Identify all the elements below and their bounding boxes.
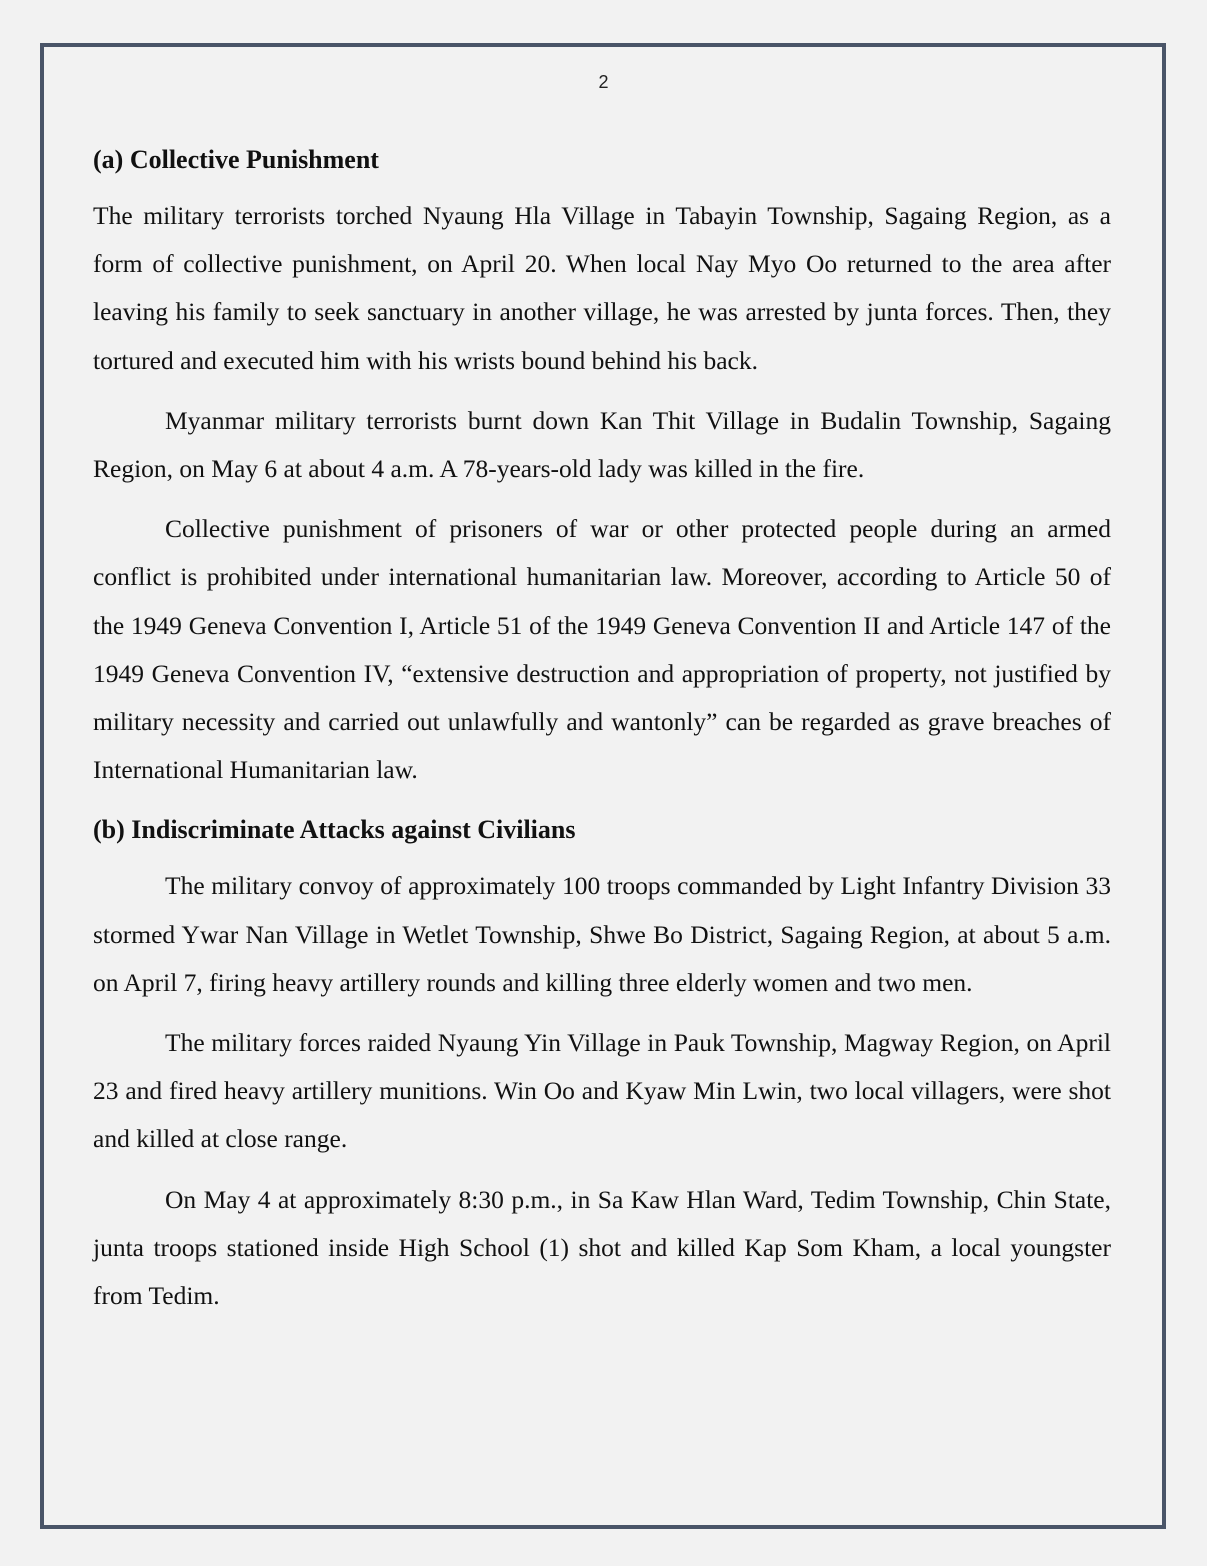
- section-b-heading: (b) Indiscriminate Attacks against Civilians: [93, 815, 576, 845]
- section-a-paragraph-1: The military terrorists torched Nyaung Hla Village in Tabayin Township, Sagaing Region, as a form of collective punishment, on April 20. When local Nay Myo Oo returned to the area after leaving his family to seek sanctuary in another village, he was arrested by junta forces. Then, they tortured and executed him with his wrists bound behind his back.: [93, 201, 1111, 375]
- section-b-paragraph-2: The military forces raided Nyaung Yin Village in Pauk Township, Magway Region, on April 23 and fired heavy artillery munitions. Win Oo and Kyaw Min Lwin, two local villagers, were shot and killed at close range.: [93, 1028, 1111, 1154]
- page-number: 2: [598, 72, 609, 92]
- section-a-paragraph-3: Collective punishment of prisoners of war or other protected people during an armed conflict is prohibited under international humanitarian law. Moreover, according to Article 50 of the 1949 Geneva Convention I, Article 51 of the 1949 Geneva Convention II and Article 147 of the 1949 Geneva Convention IV, “extensive destruction and appropriation of property, not justified by military necessity and carried out unlawfully and wantonly” can be regarded as grave breaches of International Humanitarian law.: [93, 514, 1111, 785]
- section-a-heading: (a) Collective Punishment: [93, 145, 379, 174]
- section-b-paragraph-1: The military convoy of approximately 100 troops commanded by Light Infantry Division 33 stormed Ywar Nan Village in Wetlet Township, Shwe Bo District, Sagaing Region, at about 5 a.m. on April 7, firing heavy artillery rounds and killing three elderly women and two men.: [93, 871, 1111, 997]
- section-b-paragraph-3: On May 4 at approximately 8:30 p.m., in Sa Kaw Hlan Ward, Tedim Township, Chin State, junta troops stationed inside High School (1) shot and killed Kap Som Kham, a local youngster from Tedim.: [93, 1184, 1111, 1311]
- document-body: [93, 136, 1111, 1332]
- section-a-paragraph-2: Myanmar military terrorists burnt down Kan Thit Village in Budalin Township, Sagaing Region, on May 6 at about 4 a.m. A 78-years-old lady was killed in the fire.: [93, 405, 1111, 484]
